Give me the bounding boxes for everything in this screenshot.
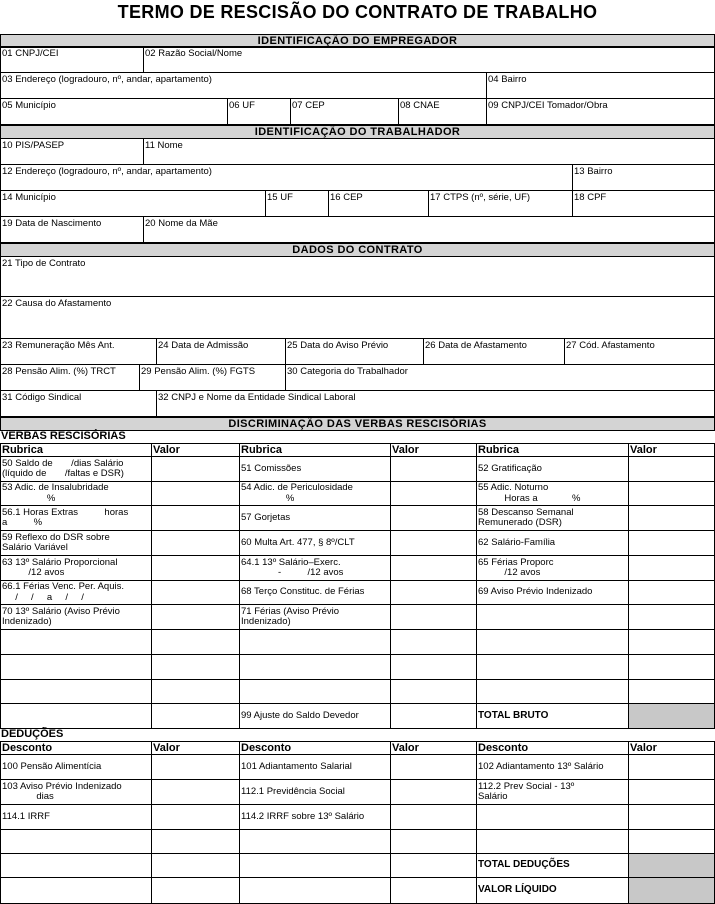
verba-valor-r1-c3[interactable] <box>628 456 715 482</box>
verba-empty-cell <box>0 654 152 680</box>
verba-item-r1-c1: 50 Saldo de /dias Salário (líquido de /faltas e DSR) <box>0 456 152 482</box>
field-12-endereco[interactable]: 12 Endereço (logradouro, nº, andar, apartamento) <box>0 164 573 191</box>
deducao-valor-r3-c3[interactable] <box>628 804 715 830</box>
verba-item-r6-c3: 69 Aviso Prévio Indenizado <box>476 580 629 605</box>
deducao-header-3: Desconto <box>476 741 629 755</box>
verba-valor-header-2: Valor <box>390 443 477 457</box>
field-14-municipio[interactable]: 14 Município <box>0 190 266 217</box>
verba-valor-r1-c1[interactable] <box>151 456 240 482</box>
verba-item-r11-c2: 99 Ajuste do Saldo Devedor <box>239 703 391 729</box>
verba-item-r5-c2: 64.1 13º Salário–Exerc. - /12 avos <box>239 555 391 581</box>
verba-item-r2-c3: 55 Adic. Noturno Horas a % <box>476 481 629 506</box>
deducao-item-r2-c3: 112.2 Prev Social - 13º Salário <box>476 779 629 805</box>
verba-valor-r8-c2[interactable] <box>390 629 477 655</box>
deducao-valor-r2-c1[interactable] <box>151 779 240 805</box>
verba-valor-r9-c1[interactable] <box>151 654 240 680</box>
deducao-valor-r5-c3[interactable] <box>628 853 715 878</box>
field-23-remuneracao[interactable]: 23 Remuneração Mês Ant. <box>0 338 157 365</box>
deducao-empty-cell <box>476 804 629 830</box>
deducao-valor-r1-c2[interactable] <box>390 754 477 780</box>
deducao-valor-header-1: Valor <box>151 741 240 755</box>
verba-empty-cell <box>476 654 629 680</box>
deducao-valor-r1-c1[interactable] <box>151 754 240 780</box>
verba-empty-cell <box>476 604 629 630</box>
verba-empty-cell <box>0 679 152 704</box>
verba-item-r2-c2: 54 Adic. de Periculosidade % <box>239 481 391 506</box>
field-08-cnae[interactable]: 08 CNAE <box>398 98 487 125</box>
verba-item-r3-c1: 56.1 Horas Extras horas a % <box>0 505 152 531</box>
deducao-valor-r4-c2[interactable] <box>390 829 477 854</box>
deducao-item-r1-c2: 101 Adiantamento Salarial <box>239 754 391 780</box>
verba-valor-r8-c1[interactable] <box>151 629 240 655</box>
verba-item-r2-c1: 53 Adic. de Insalubridade % <box>0 481 152 506</box>
deducao-valor-header-3: Valor <box>628 741 715 755</box>
deducao-valor-r1-c3[interactable] <box>628 754 715 780</box>
deducoes-label: DEDUÇÕES <box>1 728 64 740</box>
deducao-header-1: Desconto <box>0 741 152 755</box>
verba-valor-r5-c3[interactable] <box>628 555 715 581</box>
verba-empty-cell <box>476 679 629 704</box>
field-09-cnpj-tomador[interactable]: 09 CNPJ/CEI Tomador/Obra <box>486 98 715 125</box>
verba-valor-r11-c3[interactable] <box>628 703 715 729</box>
verba-valor-r2-c2[interactable] <box>390 481 477 506</box>
field-02-razao-social[interactable]: 02 Razão Social/Nome <box>143 46 715 73</box>
verba-valor-header-3: Valor <box>628 443 715 457</box>
section-empregador: IDENTIFICAÇÃO DO EMPREGADOR <box>0 34 715 48</box>
deducao-valor-r6-c2[interactable] <box>390 877 477 904</box>
deducao-empty-cell <box>476 829 629 854</box>
field-20-nome-mae[interactable]: 20 Nome da Mãe <box>143 216 715 243</box>
field-18-cpf[interactable]: 18 CPF <box>572 190 715 217</box>
verba-valor-r7-c3[interactable] <box>628 604 715 630</box>
verba-item-r5-c3: 65 Férias Proporc /12 avos <box>476 555 629 581</box>
verba-valor-r9-c2[interactable] <box>390 654 477 680</box>
form-title: TERMO DE RESCISÃO DO CONTRATO DE TRABALHO <box>117 2 598 22</box>
field-26-data-afastamento[interactable]: 26 Data de Afastamento <box>423 338 565 365</box>
section-verbas: DISCRIMINAÇÃO DAS VERBAS RESCISÓRIAS <box>0 417 715 431</box>
verba-valor-r4-c3[interactable] <box>628 530 715 556</box>
verba-item-r3-c2: 57 Gorjetas <box>239 505 391 531</box>
verba-valor-r5-c2[interactable] <box>390 555 477 581</box>
verba-valor-r4-c1[interactable] <box>151 530 240 556</box>
verba-empty-cell <box>476 629 629 655</box>
verba-empty-cell <box>239 629 391 655</box>
verba-header-3: Rubrica <box>476 443 629 457</box>
verba-item-r6-c1: 66.1 Férias Venc. Per. Aquis. / / a / / <box>0 580 152 605</box>
verba-item-r1-c3: 52 Gratificação <box>476 456 629 482</box>
field-28-pensao-trct[interactable]: 28 Pensão Alim. (%) TRCT <box>0 364 140 391</box>
deducao-valor-r6-c1[interactable] <box>151 877 240 904</box>
section-trabalhador: IDENTIFICAÇÃO DO TRABALHADOR <box>0 125 715 139</box>
deducao-valor-r3-c1[interactable] <box>151 804 240 830</box>
deducao-header-2: Desconto <box>239 741 391 755</box>
field-07-cep[interactable]: 07 CEP <box>290 98 399 125</box>
field-01-cnpj-cei[interactable]: 01 CNPJ/CEI <box>0 46 144 73</box>
deducao-item-r1-c1: 100 Pensão Alimentícia <box>0 754 152 780</box>
verba-item-r1-c2: 51 Comissões <box>239 456 391 482</box>
field-24-data-admissao[interactable]: 24 Data de Admissão <box>156 338 286 365</box>
deducao-valor-r4-c1[interactable] <box>151 829 240 854</box>
verba-item-r11-c3: TOTAL BRUTO <box>476 703 629 729</box>
verba-header-2: Rubrica <box>239 443 391 457</box>
deducao-item-r3-c2: 114.2 IRRF sobre 13º Salário <box>239 804 391 830</box>
deducao-item-r2-c2: 112.1 Previdência Social <box>239 779 391 805</box>
verba-valor-r7-c2[interactable] <box>390 604 477 630</box>
field-21-tipo-contrato[interactable]: 21 Tipo de Contrato <box>0 256 715 297</box>
field-31-codigo-sindical[interactable]: 31 Código Sindical <box>0 390 157 417</box>
verba-valor-r1-c2[interactable] <box>390 456 477 482</box>
verba-valor-r3-c2[interactable] <box>390 505 477 531</box>
section-contrato: DADOS DO CONTRATO <box>0 243 715 257</box>
deducao-valor-r2-c3[interactable] <box>628 779 715 805</box>
field-25-data-aviso-previo[interactable]: 25 Data do Aviso Prévio <box>285 338 424 365</box>
deducao-empty-cell <box>0 877 152 904</box>
verba-header-1: Rubrica <box>0 443 152 457</box>
verba-valor-r11-c1[interactable] <box>151 703 240 729</box>
verba-empty-cell <box>239 679 391 704</box>
field-13-bairro[interactable]: 13 Bairro <box>572 164 715 191</box>
field-10-pis-pasep[interactable]: 10 PIS/PASEP <box>0 138 144 165</box>
field-29-pensao-fgts[interactable]: 29 Pensão Alim. (%) FGTS <box>139 364 286 391</box>
deducao-valor-r2-c2[interactable] <box>390 779 477 805</box>
deducao-valor-r6-c3[interactable] <box>628 877 715 904</box>
verba-valor-header-1: Valor <box>151 443 240 457</box>
field-27-cod-afastamento[interactable]: 27 Cód. Afastamento <box>564 338 715 365</box>
verba-item-r4-c1: 59 Reflexo do DSR sobre Salário Variável <box>0 530 152 556</box>
field-22-causa-afastamento[interactable]: 22 Causa do Afastamento <box>0 296 715 339</box>
verba-valor-r3-c3[interactable] <box>628 505 715 531</box>
verba-valor-r6-c2[interactable] <box>390 580 477 605</box>
deducao-empty-cell <box>0 829 152 854</box>
field-15-uf[interactable]: 15 UF <box>265 190 329 217</box>
deducao-empty-cell <box>0 853 152 878</box>
verba-valor-r11-c2[interactable] <box>390 703 477 729</box>
deducao-valor-r5-c1[interactable] <box>151 853 240 878</box>
field-06-uf[interactable]: 06 UF <box>227 98 291 125</box>
verba-valor-r2-c3[interactable] <box>628 481 715 506</box>
verba-item-r7-c1: 70 13º Salário (Aviso Prévio Indenizado) <box>0 604 152 630</box>
verba-valor-r6-c1[interactable] <box>151 580 240 605</box>
deducao-empty-cell <box>239 853 391 878</box>
verba-empty-cell <box>239 654 391 680</box>
deducao-valor-header-2: Valor <box>390 741 477 755</box>
field-19-data-nascimento[interactable]: 19 Data de Nascimento <box>0 216 144 243</box>
verba-valor-r10-c1[interactable] <box>151 679 240 704</box>
verba-valor-r6-c3[interactable] <box>628 580 715 605</box>
field-17-ctps[interactable]: 17 CTPS (nº, série, UF) <box>428 190 573 217</box>
field-11-nome[interactable]: 11 Nome <box>143 138 715 165</box>
verba-item-r6-c2: 68 Terço Constituc. de Férias <box>239 580 391 605</box>
field-30-categoria[interactable]: 30 Categoria do Trabalhador <box>285 364 715 391</box>
verba-valor-r10-c3[interactable] <box>628 679 715 704</box>
deducao-valor-r5-c2[interactable] <box>390 853 477 878</box>
verba-item-r7-c2: 71 Férias (Aviso Prévio Indenizado) <box>239 604 391 630</box>
verba-valor-r5-c1[interactable] <box>151 555 240 581</box>
deducao-valor-r4-c3[interactable] <box>628 829 715 854</box>
deducao-item-r3-c1: 114.1 IRRF <box>0 804 152 830</box>
deducao-item-r1-c3: 102 Adiantamento 13º Salário <box>476 754 629 780</box>
field-04-bairro[interactable]: 04 Bairro <box>486 72 715 99</box>
verba-valor-r10-c2[interactable] <box>390 679 477 704</box>
deducao-empty-cell <box>239 829 391 854</box>
verba-valor-r4-c2[interactable] <box>390 530 477 556</box>
verbas-label: VERBAS RESCISÓRIAS <box>1 430 126 442</box>
field-32-entidade-sindical[interactable]: 32 CNPJ e Nome da Entidade Sindical Laboral <box>156 390 715 417</box>
field-03-endereco[interactable]: 03 Endereço (logradouro, nº, andar, apartamento) <box>0 72 487 99</box>
field-05-municipio[interactable]: 05 Município <box>0 98 228 125</box>
verba-item-r4-c2: 60 Multa Art. 477, § 8º/CLT <box>239 530 391 556</box>
deducao-empty-cell <box>239 877 391 904</box>
verba-valor-r9-c3[interactable] <box>628 654 715 680</box>
verba-valor-r7-c1[interactable] <box>151 604 240 630</box>
deducao-item-r5-c3: TOTAL DEDUÇÕES <box>476 853 629 878</box>
deducao-item-r6-c3: VALOR LÍQUIDO <box>476 877 629 904</box>
verba-valor-r2-c1[interactable] <box>151 481 240 506</box>
verba-item-r3-c3: 58 Descanso Semanal Remunerado (DSR) <box>476 505 629 531</box>
field-16-cep[interactable]: 16 CEP <box>328 190 429 217</box>
deducao-valor-r3-c2[interactable] <box>390 804 477 830</box>
deducao-item-r2-c1: 103 Aviso Prévio Indenizado dias <box>0 779 152 805</box>
verba-empty-cell <box>0 703 152 729</box>
verba-item-r5-c1: 63 13º Salário Proporcional /12 avos <box>0 555 152 581</box>
verba-valor-r8-c3[interactable] <box>628 629 715 655</box>
verba-item-r4-c3: 62 Salário-Família <box>476 530 629 556</box>
verba-valor-r3-c1[interactable] <box>151 505 240 531</box>
verba-empty-cell <box>0 629 152 655</box>
